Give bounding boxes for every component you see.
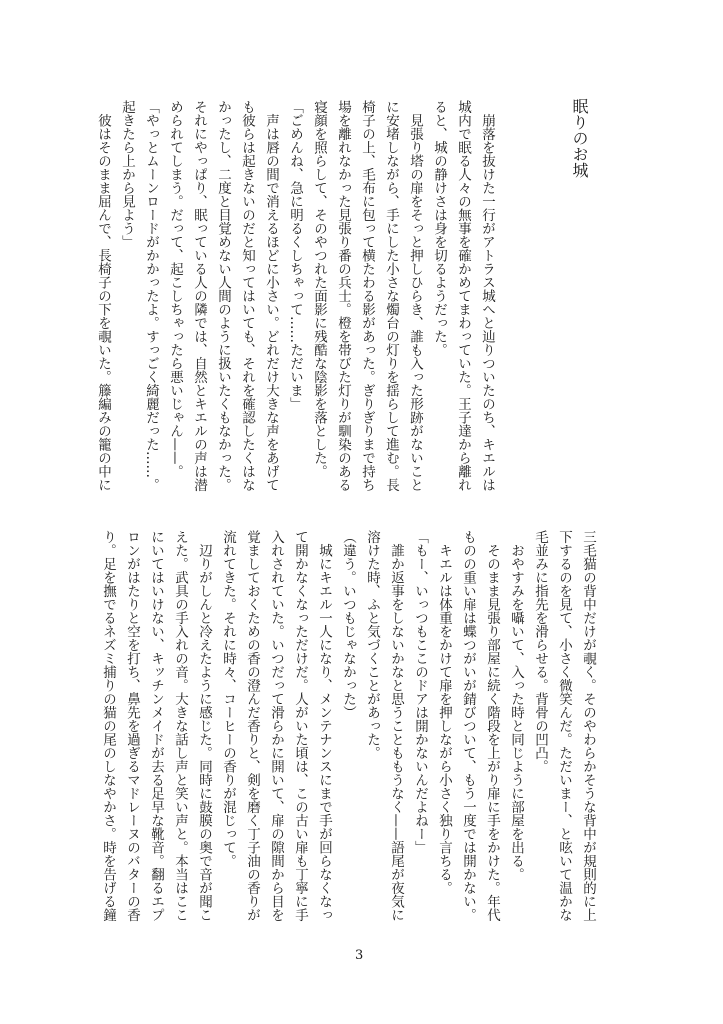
text-column: かったし、二度と目覚めない人間のように扱いたくもなかった。 <box>215 100 231 492</box>
text-column: そのまま見張り部屋に続く階段を上がり扉に手をかけた。年代 <box>484 530 500 922</box>
text-column: 起きたら上から見よう」 <box>119 100 135 249</box>
text-column: 入れされていた。いつだって滑らかに開いて、扉の隙間から目を <box>268 530 284 922</box>
text-column: て開かなくなっただけだ。人がいた頃は、この古い扉も丁寧に手 <box>292 530 308 922</box>
text-column: おやすみを囁いて、入った時と同じように部屋を出る。 <box>508 530 524 881</box>
text-column: キエルは体重をかけて扉を押しながら小さく独り言ちる。 <box>436 530 452 895</box>
text-column: 城にキエル一人になり、メンテナンスにまで手が回らなくなっ <box>316 530 332 922</box>
text-column: められてしまう。だって、起こしちゃったら悪いじゃん——。 <box>167 100 183 478</box>
text-column: （違う。いつもじゃなかった） <box>340 530 356 719</box>
text-column: 椅子の上、毛布に包って横たわる影があった。ぎりぎりまで持ち <box>359 100 375 492</box>
text-column: 寝顔を照らして、そのやつれた面影に残酷な陰影を落とした。 <box>311 100 327 478</box>
text-column: 誰か返事をしないかなと思うことももうなく——語尾が夜気に <box>388 530 404 922</box>
text-column: 流れてきた。それに時々、コーヒーの香りが混じって。 <box>220 530 236 868</box>
text-column: り。足を撫でるネズミ捕りの猫の尾のしなやかさ。時を告げる鐘 <box>100 530 116 922</box>
text-column: 下するのを見て、小さく微笑んだ。ただいまー、と呟いて温かな <box>556 530 572 922</box>
text-block-lower <box>96 530 600 935</box>
text-column: 三毛猫の背中だけが覗く。そのやわらかそうな背中が規則的に上 <box>580 530 596 922</box>
chapter-title: 眠りのお城 <box>570 98 589 178</box>
text-column: も彼らは起きないのだと知ってはいても、それを確認したくはな <box>239 100 255 492</box>
text-column: えた。武具の手入れの音。大きな話し声と笑い声と。本当はここ <box>172 530 188 922</box>
text-column: ロンがはたりと空を打ち、鼻先を過ぎるマドレーヌのバターの香 <box>124 530 140 922</box>
text-column: 毛並みに指先を滑らせる。背骨の凹凸。 <box>532 530 548 773</box>
page-number: 3 <box>355 948 364 963</box>
text-column: 崩落を抜けた一行がアトラス城へと辿りついたのち、キエルは <box>479 100 495 492</box>
text-column: 「もー、いっつもここのドアは開かないんだよねー」 <box>412 530 428 854</box>
text-column: 溶けた時、ふと気づくことがあった。 <box>364 530 380 760</box>
text-column: 「やっとムーンロードがかかったよ。すっごく綺麗だった……。 <box>143 100 159 492</box>
text-column: に安堵しながら、手にした小さな燭台の灯りを揺らして進む。長 <box>383 100 399 492</box>
text-block-upper <box>91 100 499 495</box>
text-column: 城内で眠る人々の無事を確かめてまわっていた。王子達から離れ <box>455 100 471 492</box>
text-column: にいてはいけない、キッチンメイドが去る足早な靴音。翻るエプ <box>148 530 164 922</box>
text-column: ると、城の静けさは身を切るようだった。 <box>431 100 447 357</box>
text-column: 辺りがしんと冷えたように感じた。同時に鼓膜の奥で音が聞こ <box>196 530 212 922</box>
text-column: 場を離れなかった見張り番の兵士。橙を帯びた灯りが馴染のある <box>335 100 351 492</box>
text-column: 「ごめんね、急に明るくしちゃって……ただいま」 <box>287 100 303 411</box>
text-column: ものの重い扉は蝶つがいが錆びついて、もう一度では開かない。 <box>460 530 476 922</box>
text-column: 声は唇の間で消えるほどに小さい。どれだけ大きな声をあげて <box>263 100 279 492</box>
text-column: 彼はそのまま屈んで、長椅子の下を覗いた。籐編みの籠の中に <box>95 100 111 492</box>
text-column: 覚ましておくための香の澄んだ香りと、剣を磨く丁子油の香りが <box>244 530 260 922</box>
text-column: それにやっぱり、眠っている人の隣では、自然とキエルの声は潜 <box>191 100 207 492</box>
text-column: 見張り塔の扉をそっと押しひらき、誰も入った形跡がないこと <box>407 100 423 492</box>
